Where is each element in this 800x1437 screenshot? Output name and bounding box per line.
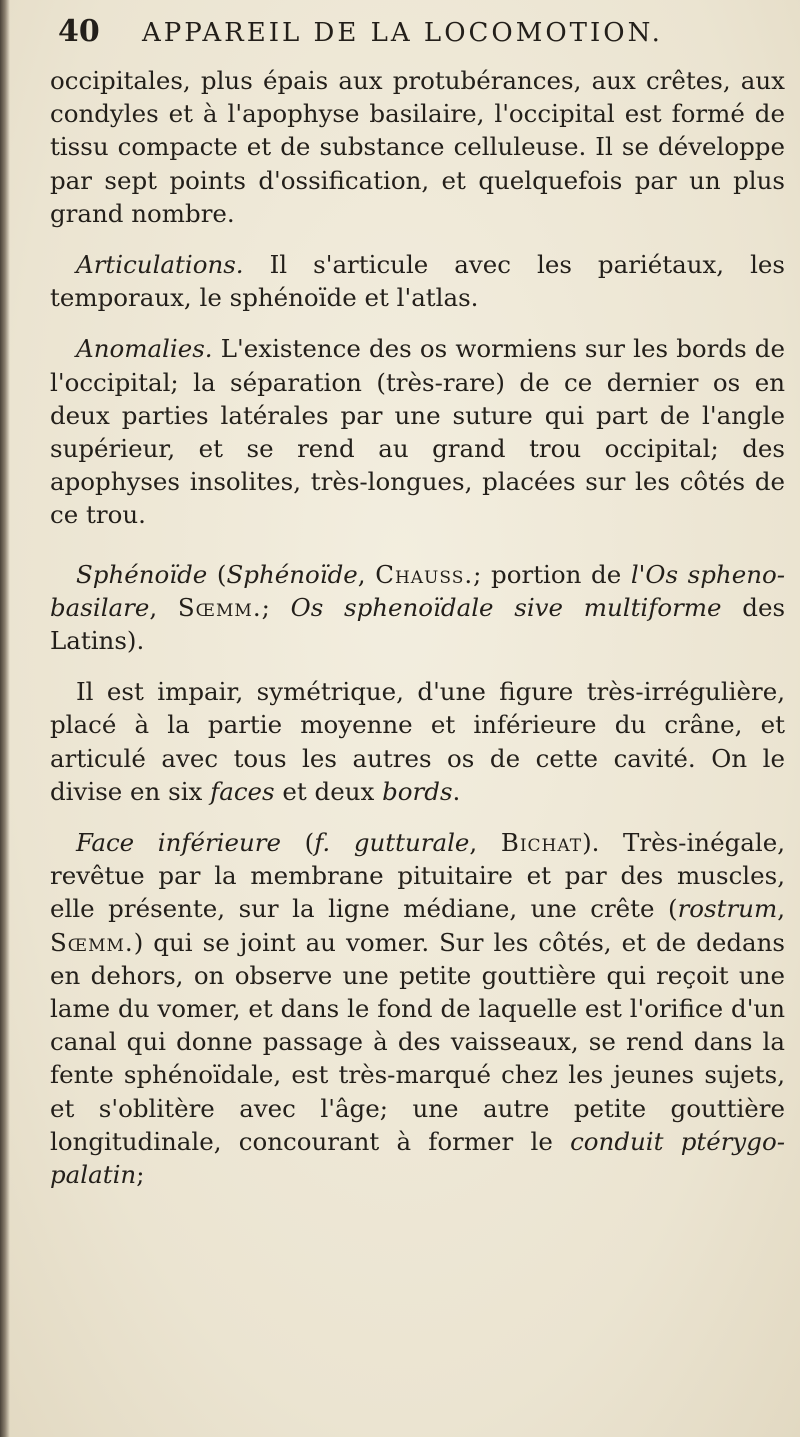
synonym: f. gutturale [314, 828, 470, 858]
synonym: Os sphenoïdale sive multiforme [290, 592, 722, 622]
author-name: Chauss. [375, 559, 474, 589]
text-run: ; [261, 592, 291, 622]
body-text [50, 64, 785, 1191]
synonym: Sphénoïde [226, 559, 358, 589]
running-head-title: APPAREIL DE LA LOCOMOTION. [142, 18, 663, 48]
paragraph-heading: Face inférieure [76, 828, 282, 858]
text-run: Il est impair, symétrique, d'une figure très-irrégulière, placé à la partie moyenne et inférieure du crâne, et articulé avec tous les autres os de cette cavité. On le divise en six [50, 677, 785, 806]
text-run: ( [207, 559, 227, 589]
text-run: ; [136, 1160, 145, 1190]
term: conduit ptérygo-palatin [50, 1126, 785, 1190]
text-run: , [777, 894, 785, 924]
author-name: Sœmm. [50, 927, 134, 957]
paragraph-text: Il s'articule avec les pariétaux, les temporaux, le sphénoïde et l'atlas. [50, 250, 785, 313]
page-number: 40 [58, 14, 100, 49]
paragraph-articulations [50, 248, 785, 314]
text-run: ; portion de [473, 559, 631, 589]
text-run: ). Très-inégale, revêtue par la membrane pituitaire et par des muscles, elle présente, sur la ligne médiane, une crête ( [50, 828, 785, 924]
emphasis: faces [210, 776, 275, 806]
paragraph-face-inferieure [50, 826, 785, 1191]
paragraph-text: L'existence des os wormiens sur les bords de l'occipital; la séparation (très-rare) de ce dernier os en deux parties latérales par une suture qui part de l'angle supérieur, et se rend au grand trou occipital; des apophyses insolites, très-longues, placées sur les côtés de ce trou. [50, 334, 785, 530]
section-title: Sphénoïde [76, 559, 208, 589]
paragraph-heading: Anomalies. [76, 334, 213, 364]
paragraph-sphenoide-description [50, 675, 785, 808]
text-run: et deux [274, 776, 383, 806]
running-head [58, 12, 798, 52]
text-run: . [452, 776, 461, 806]
text-run: ) qui se joint au vomer. Sur les côtés, et de dedans en dehors, on observe une petite gouttière qui reçoit une lame du vomer, et dans le fond de laquelle est l'orifice d'un canal qui donne passage à des vaisseaux, se rend dans la fente sphénoïdale, est très-marqué chez les jeunes sujets, et s'oblitère avec l'âge; une autre petite gouttière longitudinale, concourant à former le [50, 927, 785, 1156]
text-run: , [357, 559, 376, 589]
text-run: , [469, 828, 501, 858]
text-run: des Latins). [50, 592, 786, 656]
text-run: ( [281, 828, 315, 858]
paragraph-heading: Articulations. [76, 250, 244, 280]
paragraph-anomalies [50, 332, 785, 531]
author-name: Bichat [500, 828, 583, 858]
emphasis: bords [382, 776, 453, 806]
author-name: Sœmm. [177, 592, 262, 622]
section-title-sphenoide [50, 558, 785, 658]
synonym: l'Os spheno-basilare [50, 559, 786, 622]
text-run: , [149, 592, 178, 622]
paragraph-occipital-structure [50, 64, 785, 230]
page-gutter-shadow [0, 0, 10, 1437]
paragraph-text: occipitales, plus épais aux protubérances, aux crêtes, aux condyles et à l'apophyse basilaire, l'occipital est formé de tissu compacte et de substance celluleuse. Il se développe par sept points d'ossification, et quelquefois par un plus grand nombre. [50, 66, 785, 228]
term: rostrum [677, 894, 778, 924]
